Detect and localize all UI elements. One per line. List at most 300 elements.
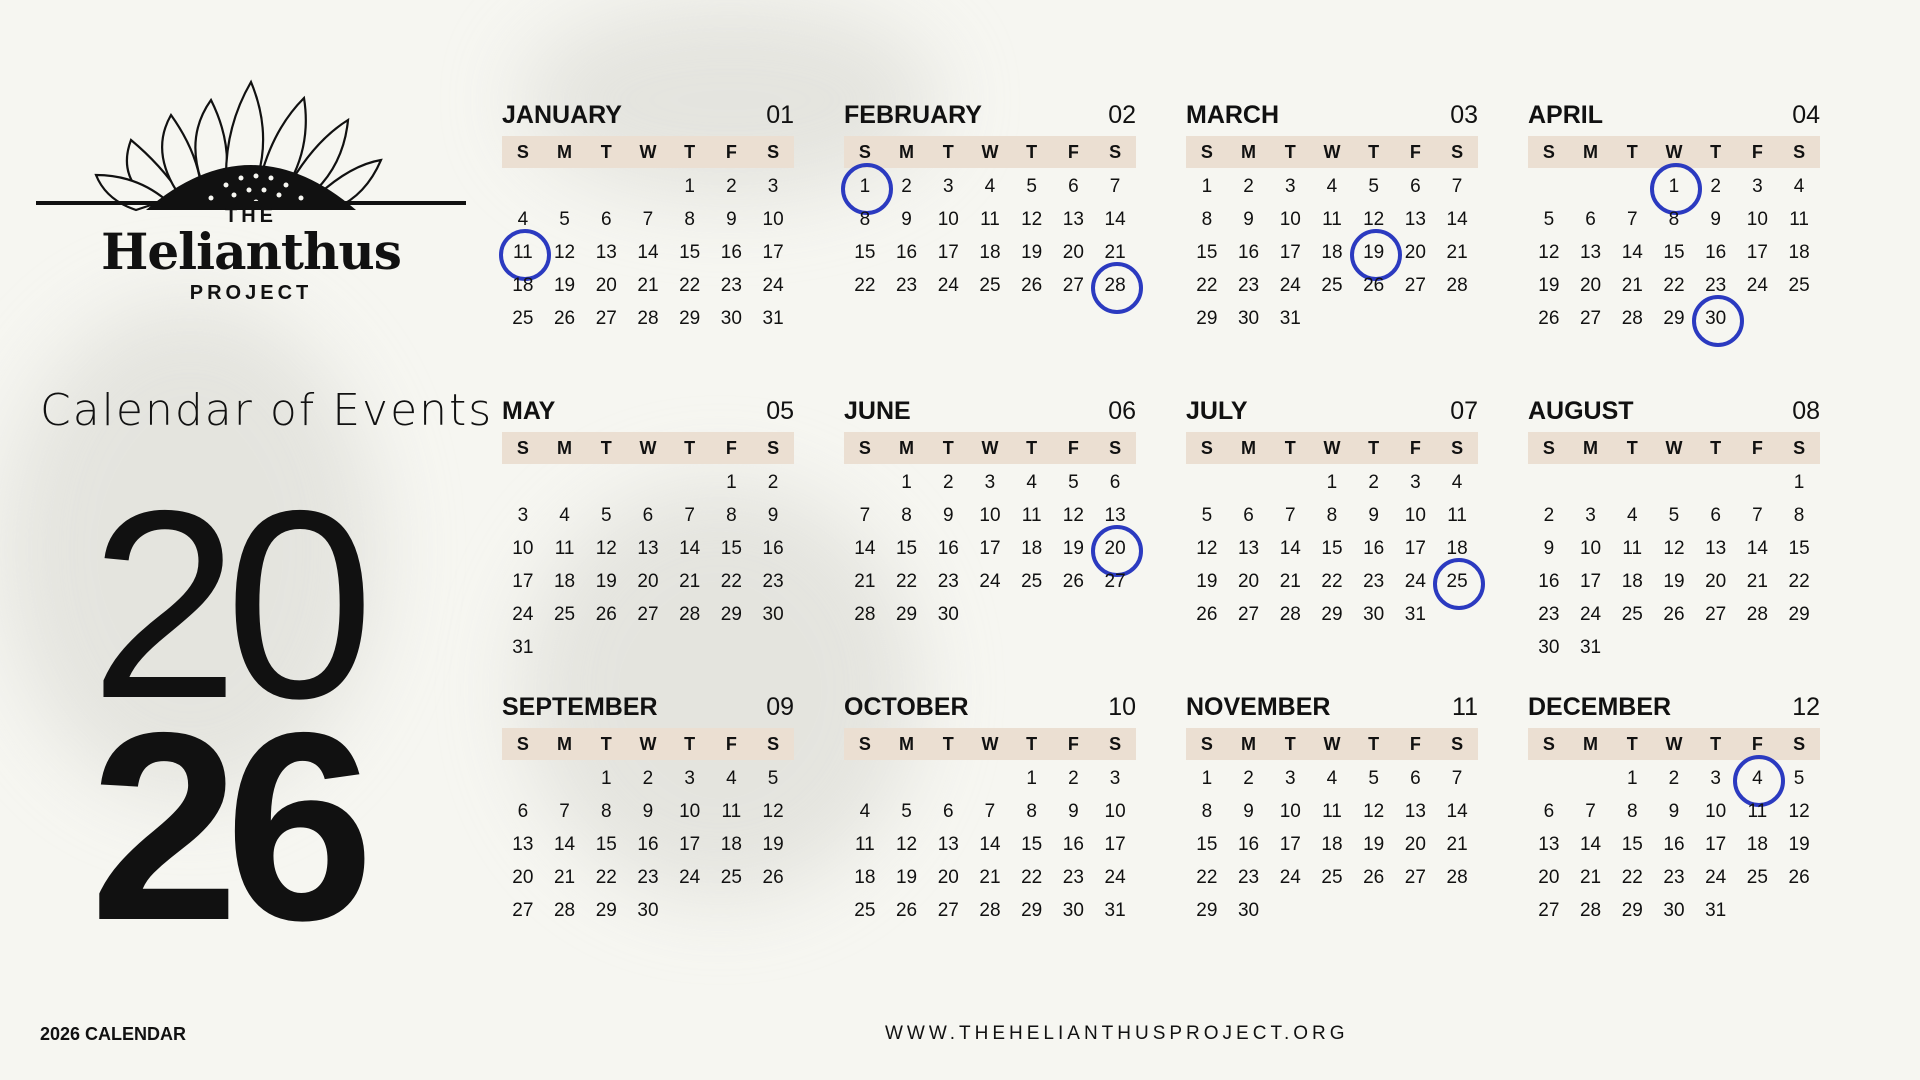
day-cell: 5 [559, 209, 570, 230]
empty-cell [1186, 466, 1228, 499]
day-cell: 6 [517, 801, 529, 822]
day-cell: 6 [1109, 472, 1121, 493]
day-cell: 13 [1705, 538, 1727, 559]
day-cell: 24 [1404, 571, 1426, 592]
day-cell: 2 [1710, 176, 1721, 197]
weekday-label: F [1751, 141, 1763, 162]
day-cell: 27 [937, 900, 959, 921]
day-cell: 21 [553, 867, 576, 888]
month-name: JANUARY [502, 101, 622, 129]
day-cell: 10 [512, 538, 534, 559]
day-cell: 26 [1788, 867, 1810, 888]
day-cell: 11 [980, 209, 1000, 230]
day-cell: 11 [1447, 505, 1467, 526]
day-cell: 15 [595, 834, 617, 855]
day-cell: 19 [553, 275, 576, 296]
weekday-label: T [1026, 141, 1038, 162]
weekday-label: S [767, 141, 780, 162]
weekday-label: T [600, 733, 612, 754]
day-cell: 12 [595, 538, 617, 559]
day-cell: 19 [1196, 571, 1218, 592]
day-cell: 29 [1021, 900, 1043, 921]
day-cell: 14 [1104, 209, 1126, 230]
day-cell: 22 [1788, 571, 1810, 592]
day-cell: 5 [1068, 472, 1079, 493]
day-cell: 30 [762, 604, 784, 625]
empty-cell [502, 170, 544, 203]
weekday-label: W [639, 733, 657, 754]
weekday-label: S [1109, 437, 1122, 458]
empty-cell [969, 762, 1011, 795]
day-cell: 21 [679, 571, 701, 592]
day-cell: 18 [979, 242, 1001, 263]
empty-cell [1695, 466, 1737, 499]
month-name: MARCH [1186, 101, 1280, 129]
day-cell: 1 [1326, 472, 1338, 493]
day-cell: 18 [1788, 242, 1810, 263]
day-cell: 28 [679, 604, 701, 625]
weekday-label: F [1409, 437, 1421, 458]
day-cell: 12 [1538, 242, 1560, 263]
footer-label: 2026 CALENDAR [40, 1024, 187, 1044]
day-cell: 4 [859, 801, 871, 822]
weekday-label: M [1241, 141, 1257, 162]
weekday-label: T [600, 437, 612, 458]
empty-cell [1611, 466, 1653, 499]
weekday-label: T [942, 437, 954, 458]
weekday-label: S [1109, 141, 1122, 162]
day-cell: 28 [1579, 900, 1602, 921]
day-cell: 8 [1201, 801, 1213, 822]
day-cell: 5 [1668, 505, 1680, 526]
weekday-label: F [1067, 437, 1079, 458]
weekday-label: T [684, 733, 696, 754]
weekday-header [1186, 728, 1478, 760]
day-cell: 14 [979, 834, 1001, 855]
month-name: FEBRUARY [844, 101, 982, 129]
day-cell: 8 [1026, 801, 1037, 822]
day-cell: 3 [767, 176, 779, 197]
day-cell: 9 [901, 209, 912, 230]
weekday-label: S [1200, 141, 1213, 162]
empty-cell [669, 466, 711, 499]
day-cell: 8 [1626, 801, 1638, 822]
brand-name: Helianthus [101, 222, 401, 281]
day-cell: 3 [1710, 768, 1721, 789]
weekday-label: T [1368, 141, 1380, 162]
month-name: JULY [1186, 397, 1248, 425]
day-cell: 23 [1538, 604, 1560, 625]
day-cell: 13 [637, 538, 659, 559]
day-cell: 26 [762, 867, 784, 888]
month-number: 08 [1792, 397, 1820, 425]
day-cell: 30 [720, 308, 742, 329]
weekday-label: W [981, 733, 999, 754]
day-cell: 2 [1068, 768, 1079, 789]
month-december [1528, 692, 1820, 927]
day-cell: 29 [1621, 900, 1643, 921]
day-cell: 29 [1663, 308, 1685, 329]
day-cell: 19 [1021, 242, 1043, 263]
weekday-label: S [516, 733, 529, 754]
day-cell: 21 [1446, 834, 1468, 855]
weekday-label: W [981, 437, 999, 458]
day-cell: 11 [1021, 505, 1042, 526]
empty-cell [1737, 466, 1779, 499]
day-cell: 9 [1243, 801, 1254, 822]
day-cell: 2 [1668, 768, 1680, 789]
month-name: NOVEMBER [1186, 693, 1331, 721]
day-cell: 5 [767, 768, 779, 789]
month-may [502, 396, 794, 664]
month-april [1528, 100, 1820, 335]
day-cell: 17 [1104, 834, 1126, 855]
brand-the: THE [225, 205, 277, 227]
day-cell: 17 [1279, 834, 1301, 855]
day-cell: 7 [1585, 801, 1596, 822]
day-cell: 10 [1404, 505, 1426, 526]
weekday-label: F [725, 437, 737, 458]
day-cell: 19 [1062, 538, 1084, 559]
month-header [844, 100, 1136, 130]
day-cell: 6 [600, 209, 612, 230]
month-november [1186, 692, 1478, 927]
day-cell: 22 [1196, 867, 1218, 888]
month-number: 05 [766, 397, 794, 425]
day-cell: 27 [1062, 275, 1084, 296]
day-cell: 6 [1710, 505, 1721, 526]
day-cell: 19 [1663, 571, 1685, 592]
event-day: 1 [844, 170, 886, 203]
day-cell: 5 [600, 505, 612, 526]
day-cell: 19 [1788, 834, 1810, 855]
day-cell: 14 [1446, 801, 1468, 822]
day-cell: 16 [1663, 834, 1685, 855]
day-cell: 24 [1746, 275, 1768, 296]
day-cell: 1 [1201, 176, 1213, 197]
day-cell: 9 [942, 505, 954, 526]
month-february [844, 100, 1136, 302]
day-cell: 26 [595, 604, 617, 625]
day-cell: 9 [1243, 209, 1254, 230]
weekday-label: T [942, 141, 954, 162]
weekday-label: S [516, 141, 529, 162]
month-number: 10 [1108, 693, 1136, 721]
day-cell: 14 [1446, 209, 1468, 230]
day-cell: 2 [1243, 176, 1254, 197]
month-name: DECEMBER [1528, 693, 1672, 721]
month-june [844, 396, 1136, 631]
empty-cell [1269, 466, 1311, 499]
day-cell: 3 [1284, 768, 1296, 789]
day-cell: 20 [595, 275, 617, 296]
day-cell: 23 [1663, 867, 1685, 888]
day-cell: 24 [1579, 604, 1602, 625]
day-cell: 13 [1404, 801, 1426, 822]
event-day: 4 [1737, 762, 1779, 795]
day-cell: 11 [1789, 209, 1809, 230]
weekday-label: T [684, 141, 696, 162]
month-header [502, 100, 794, 130]
day-cell: 15 [895, 538, 918, 559]
day-cell: 14 [679, 538, 701, 559]
day-cell: 12 [553, 242, 576, 263]
empty-cell [1570, 762, 1612, 795]
month-header [1528, 692, 1820, 722]
day-grid [502, 466, 794, 664]
weekday-label: T [1710, 437, 1722, 458]
month-number: 04 [1792, 101, 1820, 129]
weekday-label: T [1368, 733, 1380, 754]
weekday-label: M [1583, 141, 1599, 162]
weekday-label: M [899, 141, 915, 162]
event-day: 11 [502, 236, 544, 269]
day-cell: 17 [979, 538, 1001, 559]
day-cell: 18 [1746, 834, 1768, 855]
day-grid [1186, 762, 1478, 927]
event-day: 1 [1653, 170, 1695, 203]
day-cell: 21 [854, 571, 876, 592]
day-cell: 18 [720, 834, 742, 855]
empty-cell [1528, 762, 1570, 795]
day-cell: 14 [1746, 538, 1768, 559]
day-grid [1528, 762, 1820, 927]
day-cell: 14 [1279, 538, 1301, 559]
day-cell: 28 [854, 604, 876, 625]
weekday-label: S [767, 437, 780, 458]
day-grid [1528, 466, 1820, 664]
day-cell: 11 [721, 801, 742, 822]
day-cell: 27 [1404, 867, 1426, 888]
day-cell: 29 [1196, 308, 1218, 329]
weekday-header [1186, 136, 1478, 168]
day-cell: 8 [726, 505, 737, 526]
day-cell: 7 [1109, 176, 1121, 197]
weekday-label: F [1409, 141, 1421, 162]
day-cell: 11 [854, 834, 875, 855]
day-cell: 6 [1243, 505, 1254, 526]
day-cell: 22 [1196, 275, 1218, 296]
day-cell: 17 [1279, 242, 1301, 263]
brand-project: PROJECT [189, 282, 313, 304]
day-cell: 8 [901, 505, 912, 526]
day-cell: 16 [1705, 242, 1727, 263]
day-cell: 26 [1196, 604, 1218, 625]
day-cell: 10 [762, 209, 784, 230]
day-cell: 21 [1746, 571, 1768, 592]
empty-cell [844, 762, 886, 795]
day-cell: 11 [1322, 209, 1342, 230]
day-cell: 18 [1621, 571, 1643, 592]
weekday-label: M [1583, 733, 1599, 754]
event-day: 30 [1695, 302, 1737, 335]
weekday-label: S [858, 733, 871, 754]
weekday-label: S [1542, 437, 1555, 458]
day-cell: 20 [1579, 275, 1602, 296]
day-cell: 17 [937, 242, 959, 263]
day-cell: 18 [1446, 538, 1468, 559]
day-cell: 7 [559, 801, 570, 822]
weekday-label: S [1200, 733, 1213, 754]
day-cell: 25 [979, 275, 1001, 296]
weekday-label: S [1793, 141, 1806, 162]
day-cell: 11 [1747, 801, 1768, 822]
day-cell: 5 [1543, 209, 1555, 230]
day-cell: 22 [720, 571, 742, 592]
day-grid [1528, 170, 1820, 335]
event-day: 28 [1094, 269, 1136, 302]
day-grid [1186, 170, 1478, 335]
day-cell: 10 [1279, 801, 1301, 822]
day-cell: 24 [512, 604, 534, 625]
day-cell: 16 [720, 242, 742, 263]
website-link[interactable]: WWW.THEHELIANTHUSPROJECT.ORG [885, 1023, 1349, 1044]
event-day: 25 [1436, 565, 1478, 598]
day-cell: 12 [895, 834, 918, 855]
day-cell: 23 [1237, 275, 1260, 296]
day-cell: 31 [512, 637, 534, 658]
month-header [1528, 396, 1820, 426]
month-number: 09 [766, 693, 794, 721]
day-cell: 22 [1621, 867, 1643, 888]
day-cell: 28 [979, 900, 1001, 921]
day-cell: 12 [1663, 538, 1685, 559]
day-cell: 22 [1663, 275, 1685, 296]
day-cell: 14 [1579, 834, 1602, 855]
day-cell: 7 [1284, 505, 1296, 526]
day-cell: 29 [720, 604, 742, 625]
day-cell: 22 [854, 275, 876, 296]
weekday-label: T [1284, 437, 1296, 458]
day-cell: 8 [1201, 209, 1213, 230]
month-number: 01 [766, 101, 794, 129]
month-number: 02 [1108, 101, 1136, 129]
weekday-label: F [1067, 733, 1079, 754]
day-cell: 18 [512, 275, 534, 296]
weekday-label: T [1026, 733, 1038, 754]
day-cell: 1 [1626, 768, 1638, 789]
day-cell: 17 [1746, 242, 1768, 263]
day-cell: 7 [684, 505, 695, 526]
day-cell: 25 [1788, 275, 1810, 296]
day-cell: 7 [1752, 505, 1763, 526]
day-cell: 16 [762, 538, 784, 559]
day-cell: 11 [1322, 801, 1342, 822]
weekday-label: W [639, 437, 657, 458]
day-cell: 14 [854, 538, 876, 559]
day-grid [844, 170, 1136, 302]
day-cell: 6 [1585, 209, 1596, 230]
day-cell: 15 [720, 538, 742, 559]
weekday-label: M [1583, 437, 1599, 458]
day-cell: 23 [762, 571, 784, 592]
day-cell: 23 [1363, 571, 1385, 592]
day-cell: 24 [1104, 867, 1126, 888]
day-cell: 12 [1196, 538, 1218, 559]
weekday-label: T [1026, 437, 1038, 458]
day-cell: 1 [600, 768, 612, 789]
day-cell: 26 [1663, 604, 1685, 625]
day-cell: 29 [895, 604, 918, 625]
weekday-label: M [557, 141, 573, 162]
day-cell: 4 [517, 209, 529, 230]
day-cell: 25 [1321, 867, 1343, 888]
month-number: 11 [1452, 693, 1478, 721]
day-cell: 12 [762, 801, 784, 822]
weekday-label: M [557, 437, 573, 458]
day-grid [1186, 466, 1478, 631]
weekday-label: T [942, 733, 954, 754]
day-cell: 5 [1368, 176, 1379, 197]
day-cell: 24 [1279, 867, 1301, 888]
day-cell: 30 [1363, 604, 1385, 625]
day-cell: 1 [1793, 472, 1805, 493]
day-cell: 31 [1579, 637, 1602, 658]
day-cell: 14 [553, 834, 576, 855]
month-name: SEPTEMBER [502, 693, 658, 721]
day-cell: 27 [1705, 604, 1727, 625]
day-cell: 9 [1368, 505, 1379, 526]
day-cell: 7 [1451, 176, 1463, 197]
day-cell: 18 [1321, 834, 1343, 855]
day-cell: 4 [1326, 176, 1338, 197]
month-july [1186, 396, 1478, 631]
month-name: MAY [502, 397, 556, 425]
day-cell: 4 [559, 505, 570, 526]
day-cell: 31 [1404, 604, 1426, 625]
day-grid [844, 466, 1136, 631]
day-cell: 20 [1237, 571, 1260, 592]
day-cell: 29 [595, 900, 617, 921]
weekday-label: W [1665, 141, 1683, 162]
month-name: OCTOBER [844, 693, 969, 721]
day-cell: 17 [762, 242, 784, 263]
weekday-label: W [639, 141, 657, 162]
day-cell: 8 [684, 209, 695, 230]
weekday-label: T [1284, 733, 1296, 754]
weekday-label: T [1284, 141, 1296, 162]
weekday-label: W [1323, 141, 1341, 162]
weekday-header [844, 432, 1136, 464]
day-cell: 3 [517, 505, 529, 526]
day-cell: 25 [1621, 604, 1643, 625]
year-bottom: 26 [90, 676, 361, 976]
empty-cell [1570, 466, 1612, 499]
month-january [502, 100, 794, 335]
day-cell: 19 [895, 867, 918, 888]
day-cell: 16 [1062, 834, 1084, 855]
weekday-label: T [1626, 437, 1638, 458]
weekday-label: T [1710, 733, 1722, 754]
day-cell: 15 [1321, 538, 1343, 559]
month-october [844, 692, 1136, 927]
day-cell: 9 [1543, 538, 1555, 559]
day-cell: 24 [679, 867, 701, 888]
weekday-label: S [1793, 733, 1806, 754]
day-cell: 25 [1321, 275, 1343, 296]
day-cell: 31 [762, 308, 784, 329]
weekday-label: T [600, 141, 612, 162]
day-cell: 13 [1579, 242, 1602, 263]
day-cell: 23 [1705, 275, 1727, 296]
day-cell: 6 [942, 801, 954, 822]
day-cell: 10 [1104, 801, 1126, 822]
empty-cell [627, 170, 669, 203]
day-cell: 7 [859, 505, 871, 526]
weekday-label: F [725, 733, 737, 754]
day-cell: 10 [979, 505, 1001, 526]
day-cell: 8 [1793, 505, 1805, 526]
